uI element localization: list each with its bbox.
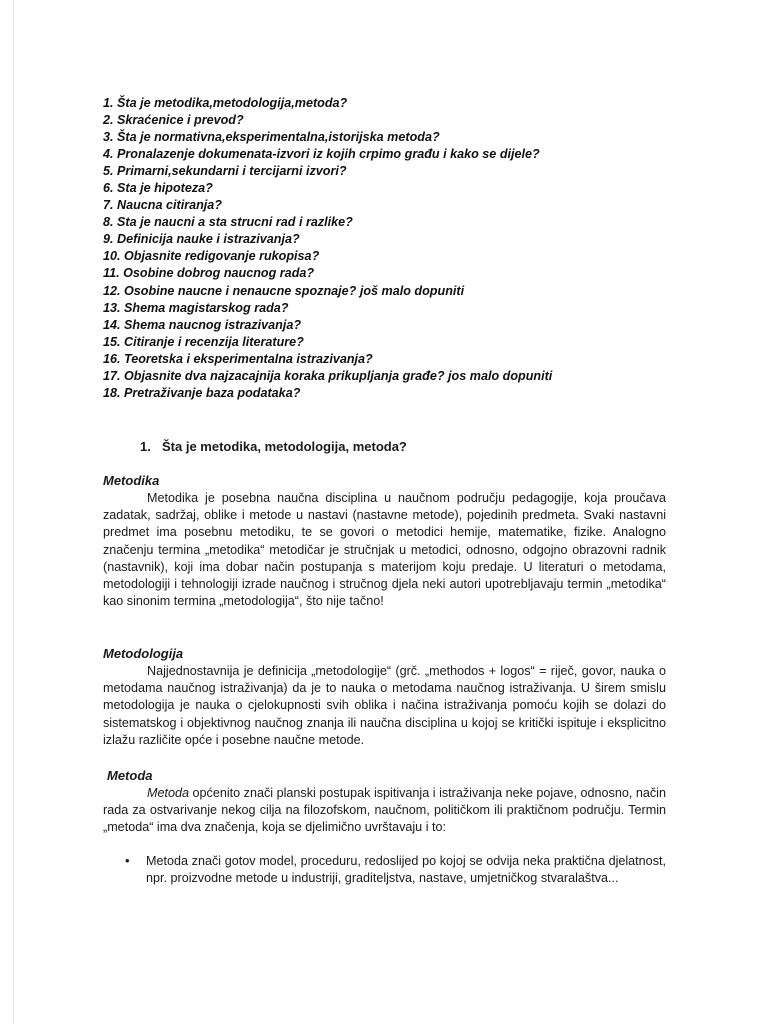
question-item: 14. Shema naucnog istrazivanja? — [103, 317, 302, 332]
question-item: 12. Osobine naucne i nenaucne spoznaje? još malo dopuniti — [103, 283, 465, 298]
section-heading — [140, 439, 407, 454]
question-item: 18. Pretraživanje baza podataka? — [103, 385, 301, 400]
metoda-heading: Metoda — [107, 768, 153, 783]
question-list — [103, 95, 663, 402]
metodika-paragraph: Metodika je posebna naučna disciplina u naučnom području pedagogije, koja proučava zadatak, sadržaj, oblike i metode u nastavi (nastavne metode), pojedinih predmeta. Svaki nastavni predmet ima posebnu metodiku, te se govori o metodici hemije, matematike, fizike. Analogno značenju termina „metodika“ metodičar je stručnjak u metodici, odnosno, odgojno obrazovni radnik (nastavnik), koji ima dobar način postupanja s materijom koju predaje. U literaturi o metodama, metodologiji i tehnologiji izrade naučnog i stručnog djela neki autori upotrebljavaju termin „metodika“ kao sinonim termina „metodologija“, što nije tačno! — [103, 491, 666, 609]
question-item: 1. Šta je metodika,metodologija,metoda? — [103, 96, 348, 110]
question-item: 17. Objasnite dva najzacajnija koraka prikupljanja građe? jos malo dopuniti — [103, 368, 553, 383]
metoda-text: općenito znači planski postupak ispitivanja i istraživanja neke pojave, odnosno, način rada za ostvarivanje nekog cilja na filozofskom, naučnom, političkom ili praktičnom području. Termin „metoda“ ima dva značenja, koja se djelimično uvrštavaju i to: — [103, 786, 666, 835]
question-item: 11. Osobine dobrog naucnog rada? — [103, 266, 315, 281]
question-item: 10. Objasnite redigovanje rukopisa? — [103, 249, 320, 264]
metodologija-paragraph: Najjednostavnija je definicija „metodologije“ (grč. „methodos + logos“ = riječ, govor, nauka o metodama naučnog istraživanja) da je to nauka o metodama naučnog istraživanja. U širem smislu metodologija je nauka o cjelokupnosti svih oblika i načina istraživanja pomoću kojih se dolazi do sistematskog i objektivnog naučnog znanja ili naučna disciplina u kojoj se kritički ispituje i eksplicitno izlažu različite opće i posebne naučne metode. — [103, 664, 666, 747]
bullet-icon: • — [125, 853, 130, 868]
question-item: 2. Skraćenice i prevod? — [103, 113, 244, 128]
question-item: 5. Primarni,sekundarni i tercijarni izvori? — [103, 164, 347, 179]
bullet-item: Metoda znači gotov model, proceduru, redoslijed po kojoj se odvija neka praktična djelatnost, npr. proizvodne metode u industriji, graditeljstva, nastave, umjetničkog stvaralaštva... — [146, 854, 666, 886]
metoda-lead: Metoda — [147, 786, 190, 800]
section-number: 1. — [140, 439, 151, 454]
question-item: 16. Teoretska i eksperimentalna istrazivanja? — [103, 351, 373, 366]
question-item: 4. Pronalazenje dokumenata-izvori iz kojih crpimo građu i kako se dijele? — [103, 147, 540, 162]
question-item: 13. Shema magistarskog rada? — [103, 300, 289, 315]
metodologija-heading: Metodologija — [103, 646, 184, 661]
metodika-heading: Metodika — [103, 473, 160, 488]
question-item: 3. Šta je normativna,eksperimentalna,istorijska metoda? — [103, 130, 440, 145]
question-item: 15. Citiranje i recenzija literature? — [103, 334, 304, 349]
metoda-paragraph — [103, 785, 666, 837]
question-item: 6. Sta je hipoteza? — [103, 181, 213, 196]
question-item: 7. Naucna citiranja? — [103, 198, 222, 213]
section-title: Šta je metodika, metodologija, metoda? — [162, 439, 407, 454]
question-item: 8. Sta je naucni a sta strucni rad i razlike? — [103, 215, 353, 230]
question-item: 9. Definicija nauke i istrazivanja? — [103, 232, 300, 247]
